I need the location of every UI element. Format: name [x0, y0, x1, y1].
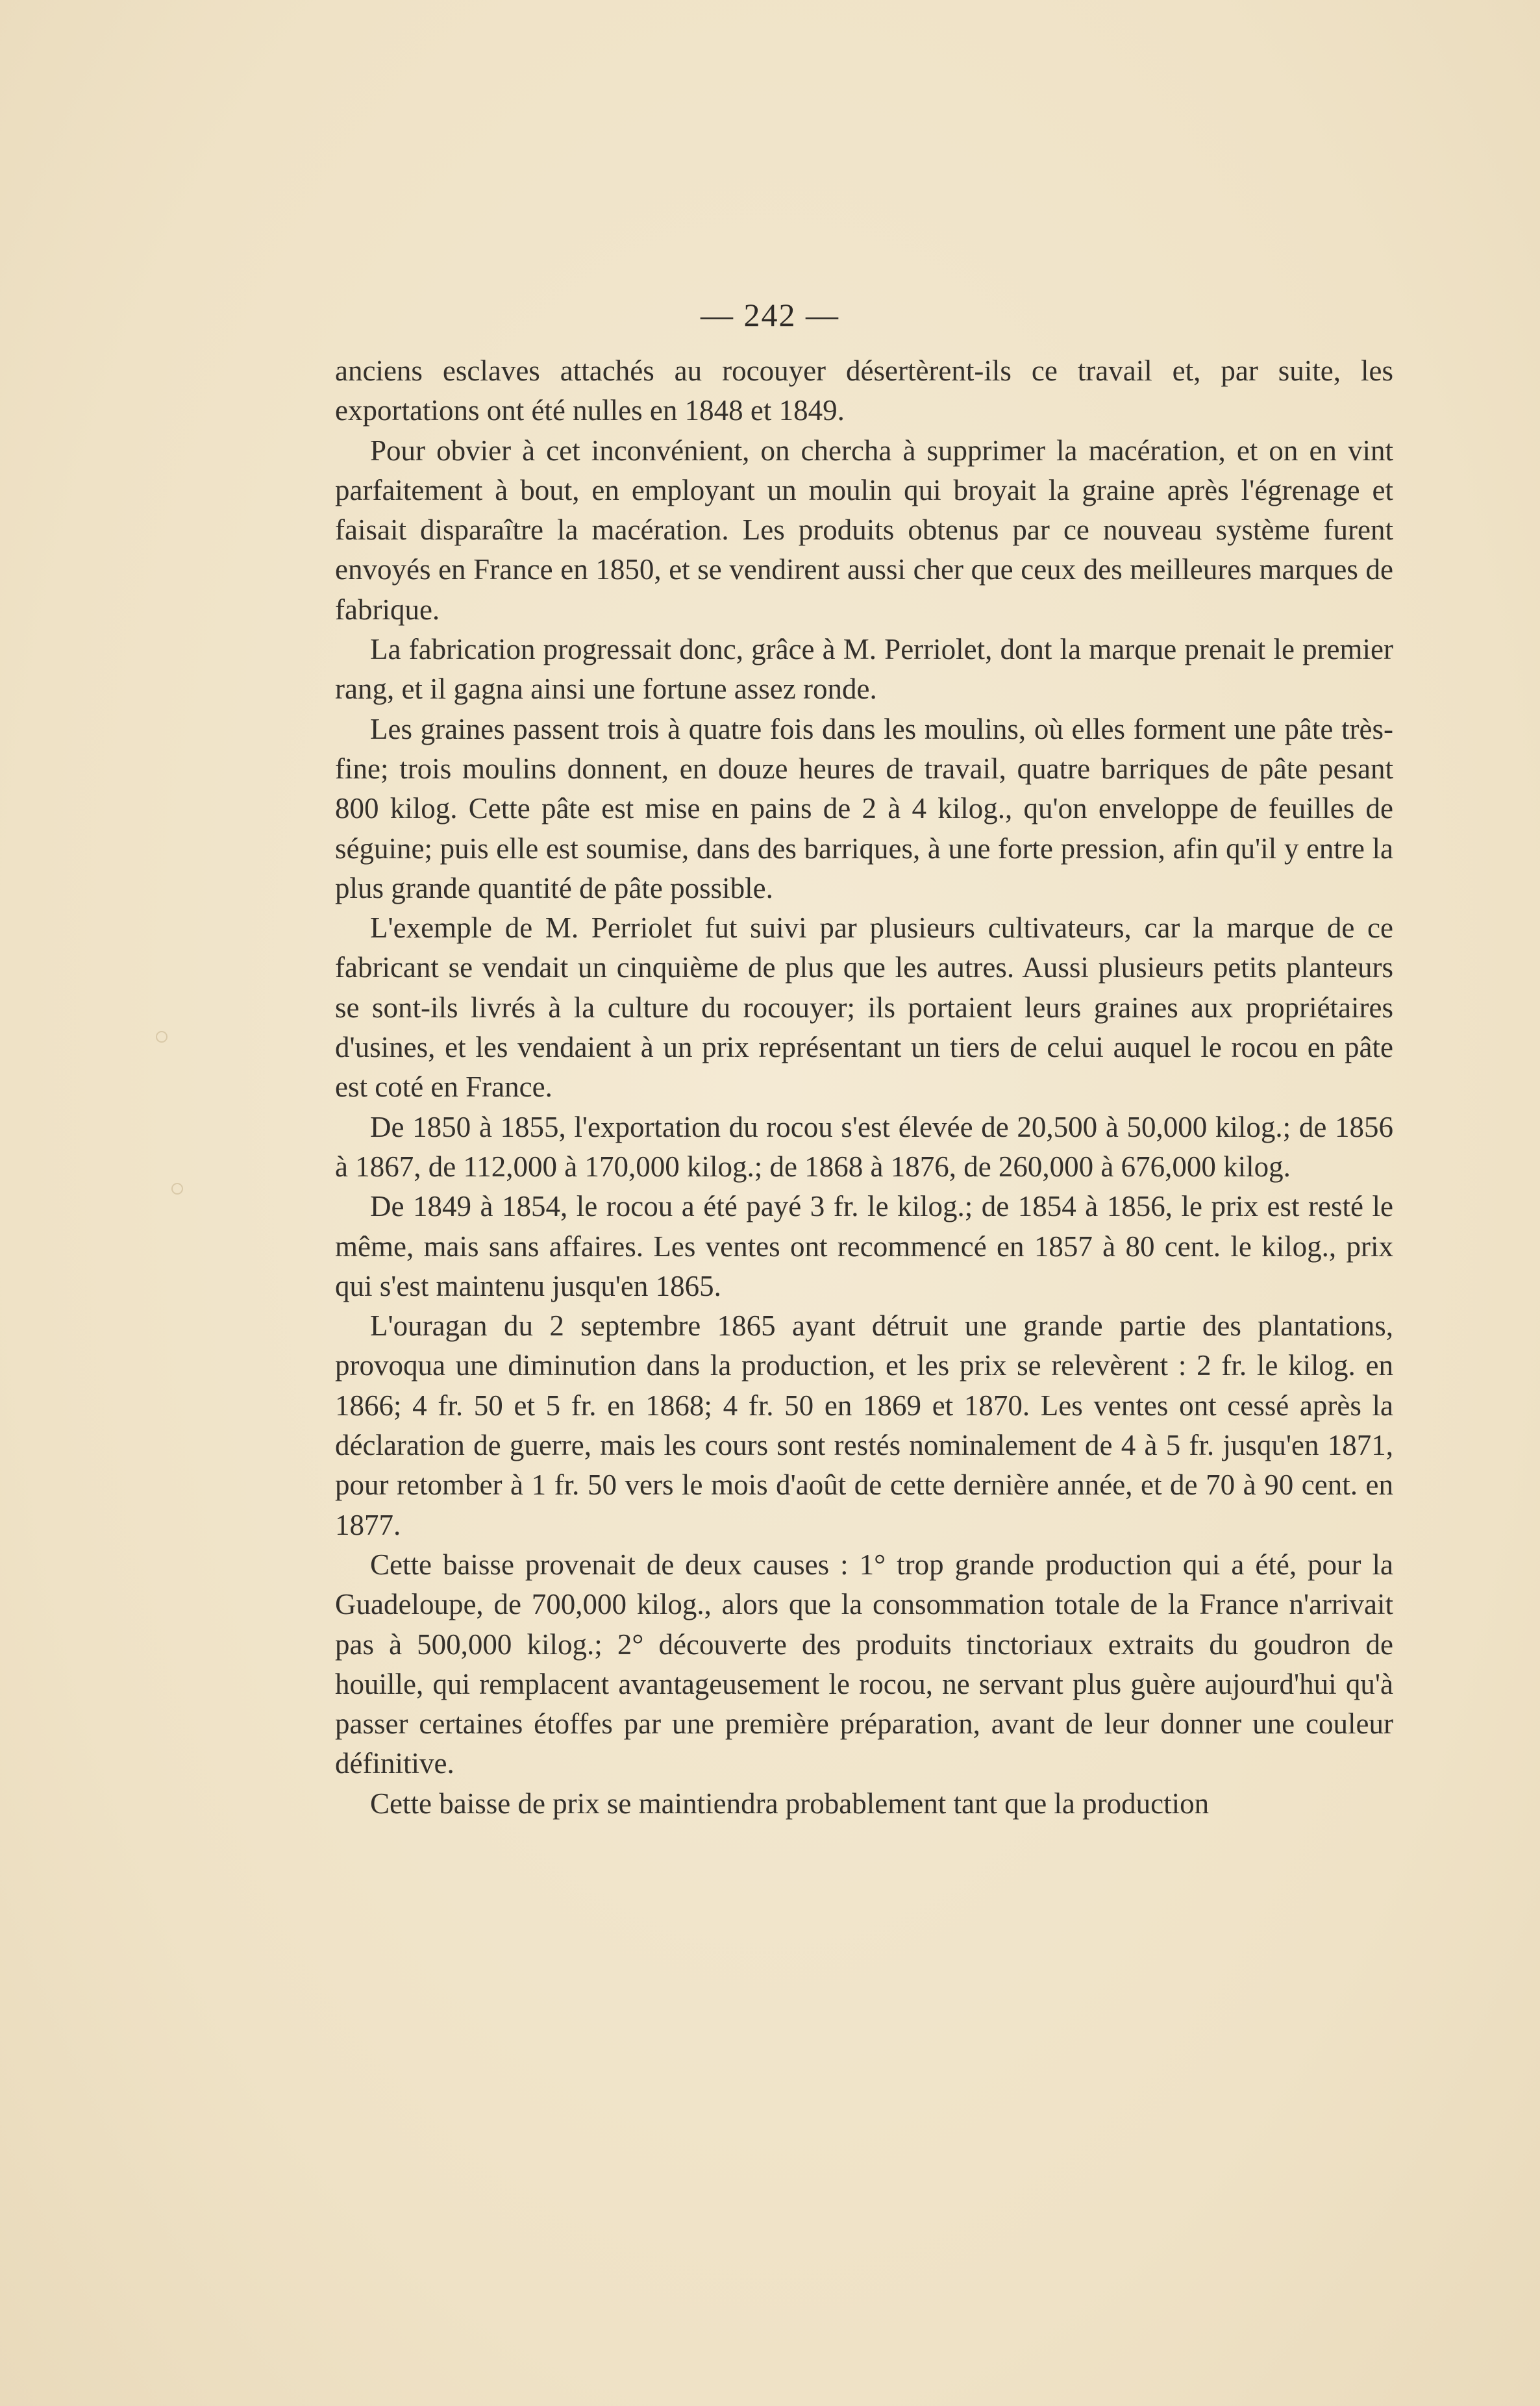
paragraph-4: Les graines passent trois à quatre fois dans les moulins, où elles forment une pâte très-fine; trois moulins donnent, en douze heures de travail, quatre barriques de pâte pesant 800 kilog. Cette pâte est mise en pains de 2 à 4 kilog., qu'on enveloppe de feuilles de séguine; puis elle est soumise, dans des barriques, à une forte pression, afin qu'il y entre la plus grande quantité de pâte possible.	[335, 712, 1393, 904]
paper-speck	[171, 1183, 183, 1195]
paragraph-8: L'ouragan du 2 septembre 1865 ayant détruit une grande partie des plantations, provoqua une diminution dans la production, et les prix se relevèrent : 2 fr. le kilog. en 1866; 4 fr. 50 et 5 fr. en 1868; 4 fr. 50 en 1869 et 1870. Les ventes ont cessé après la déclaration de guerre, mais les cours sont restés nominalement de 4 à 5 fr. jusqu'en 1871, pour retomber à 1 fr. 50 vers le mois d'août de cette dernière année, et de 70 à 90 cent. en 1877.	[335, 1309, 1393, 1541]
body-text	[335, 351, 1393, 1824]
paragraph-7: De 1849 à 1854, le rocou a été payé 3 fr. le kilog.; de 1854 à 1856, le prix est resté le même, mais sans affaires. Les ventes ont recommencé en 1857 à 80 cent. le kilog., prix qui s'est maintenu jusqu'en 1865.	[335, 1190, 1393, 1302]
page-number: — 242 —	[701, 297, 839, 333]
paragraph-6: De 1850 à 1855, l'exportation du rocou s'est élevée de 20,500 à 50,000 kilog.; de 1856 à 1867, de 112,000 à 170,000 kilog.; de 1868 à 1876, de 260,000 à 676,000 kilog.	[335, 1110, 1393, 1183]
paragraph-5: L'exemple de M. Perriolet fut suivi par plusieurs cultivateurs, car la marque de ce fabricant se vendait un cinquième de plus que les autres. Aussi plusieurs petits planteurs se sont-ils livrés à la culture du rocouyer; ils portaient leurs graines aux propriétaires d'usines, et les vendaient à un prix représentant un tiers de celui auquel le rocou en pâte est coté en France.	[335, 912, 1393, 1104]
paragraph-1: anciens esclaves attachés au rocouyer désertèrent-ils ce travail et, par suite, les exportations ont été nulles en 1848 et 1849.	[335, 354, 1393, 427]
paragraph-2: Pour obvier à cet inconvénient, on chercha à supprimer la macération, et on en vint parfaitement à bout, en employant un moulin qui broyait la graine après l'égrenage et faisait disparaître la macération. Les produits obtenus par ce nouveau système furent envoyés en France en 1850, et se vendirent aussi cher que ceux des meilleures marques de fabrique.	[335, 434, 1393, 626]
paragraph-10: Cette baisse de prix se maintiendra probablement tant que la production	[370, 1787, 1210, 1820]
paragraph-9: Cette baisse provenait de deux causes : 1° trop grande production qui a été, pour la Guadeloupe, de 700,000 kilog., alors que la consommation totale de la France n'arrivait pas à 500,000 kilog.; 2° découverte des produits tinctoriaux extraits du goudron de houille, qui remplacent avantageusement le rocou, ne servant plus guère aujourd'hui qu'à passer certaines étoffes par une première préparation, avant de leur donner une couleur définitive.	[335, 1548, 1393, 1780]
paper-speck	[156, 1031, 168, 1043]
paragraph-3: La fabrication progressait donc, grâce à M. Perriolet, dont la marque prenait le premier rang, et il gagna ainsi une fortune assez ronde.	[335, 633, 1393, 706]
